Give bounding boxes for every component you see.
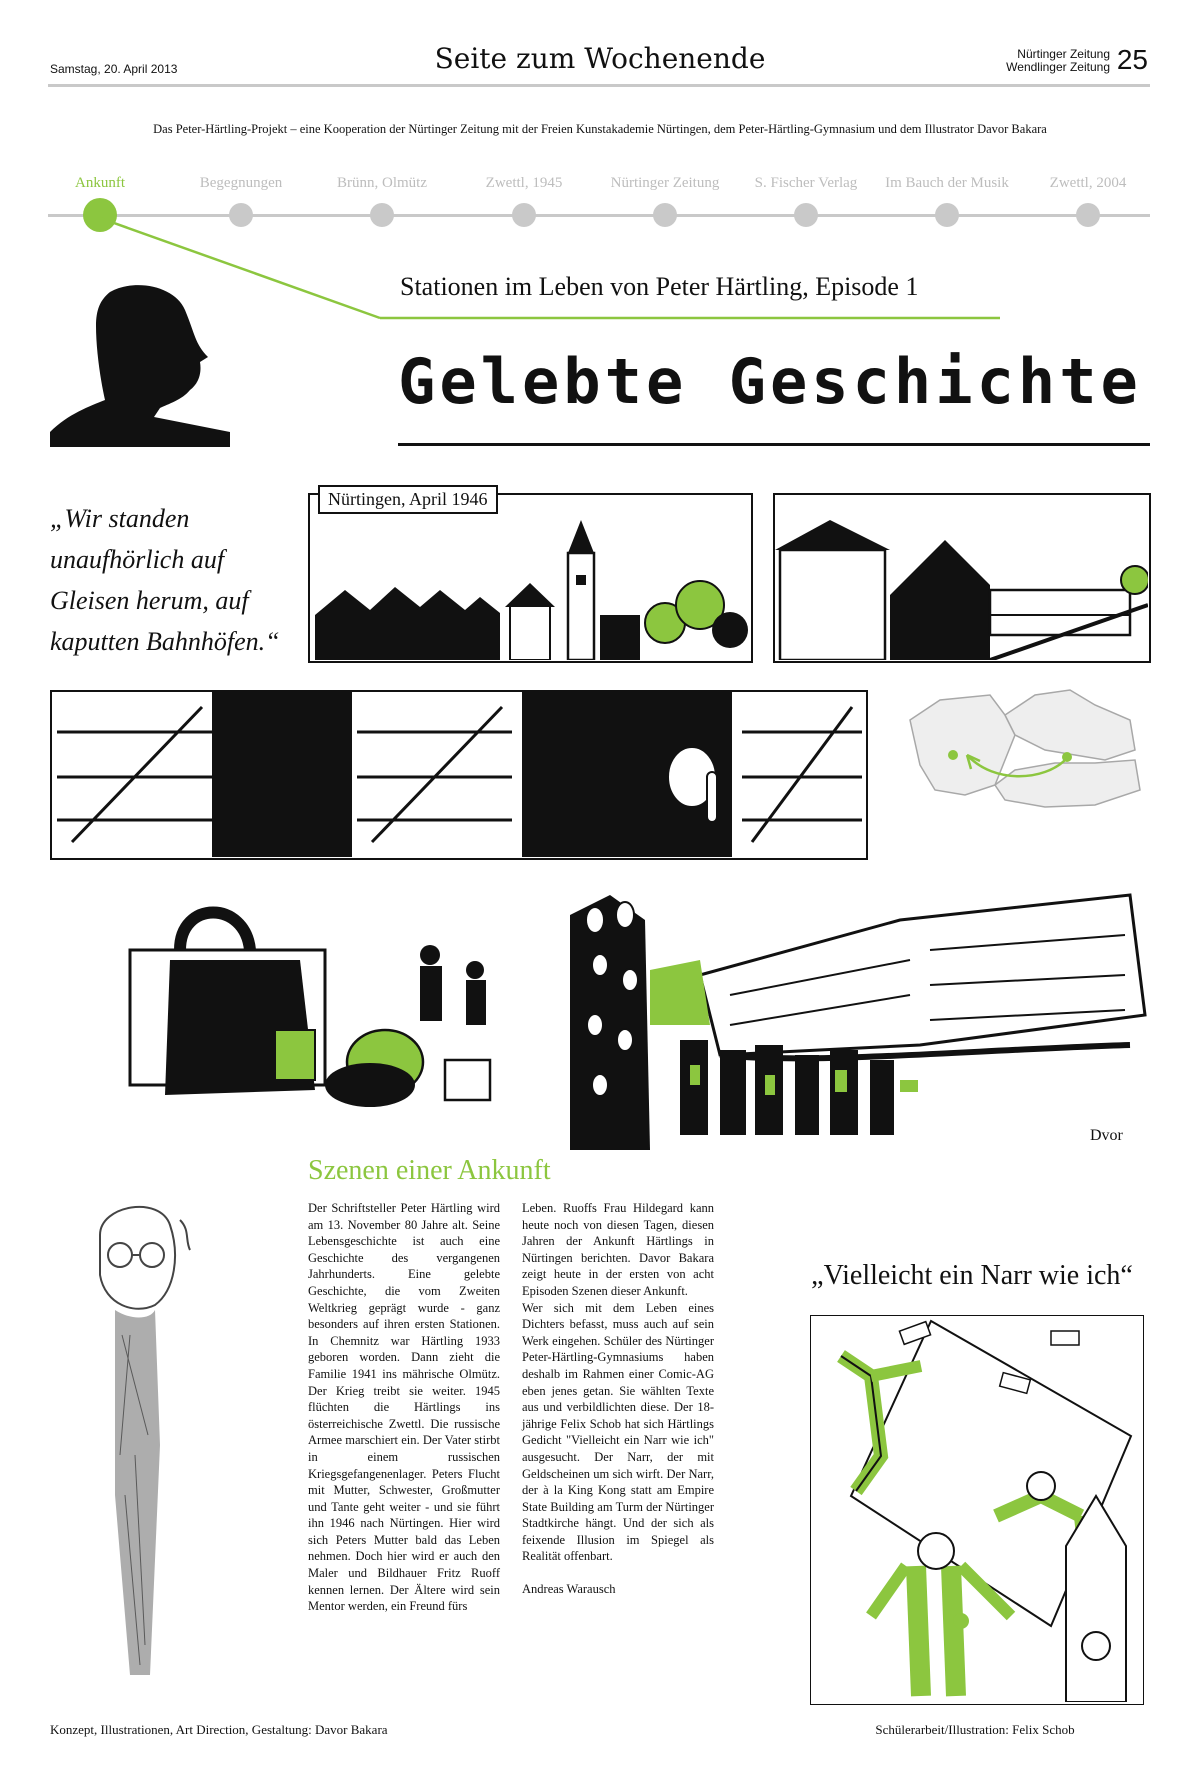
issue-date: Samstag, 20. April 2013: [50, 62, 178, 76]
page-number: 25: [1116, 44, 1148, 75]
timeline-station-label: Nürtinger Zeitung: [610, 175, 720, 191]
timeline-station-label: Begegnungen: [199, 175, 283, 191]
town-skyline-illustration: [310, 495, 750, 660]
headline: Gelebte Geschichte: [398, 345, 1142, 418]
article-paragraph: Leben. Ruoffs Frau Hildegard kann heute noch von diesen Tagen, diesen Jahren der Ankunft Härtlings in Nürtingen berichten. Davor Bakara zeigt heute in der ersten von acht Episoden Szenen dieser Ankunft.: [522, 1201, 714, 1298]
jester-illustration: [811, 1316, 1141, 1702]
newspaper-name-1: Nürtinger Zeitung: [1017, 47, 1110, 61]
article-author: Andreas Warausch: [522, 1582, 616, 1597]
article-paragraph: Der Schriftsteller Peter Härtling wird am 13. November 80 Jahre alt. Seine Lebensgeschichte ist auch eine Geschichte des vergangenen Jahrhunderts. Eine gelebte Geschichte, die vom Zweiten Weltkrieg geprägt wurde - ganz besonders auf ihren ersten Stationen. In Chemnitz war Härtling 1933 geboren worden. Dann zieht die Familie 1941 ins mährische Olmütz. Der Krieg treibt sie weiter. 1945 flüchten die Härtlings ins österreichische Zwettl. Die russische Armee marschiert ein. Der Vater stirbt in einem russischen Kriegsgefangenenlager. Peters Flucht mit Mutter, Schwester, Großmutter und Tante geht weiter - und sie führt ihn 1946 nach Nürtingen. Hier wird sich Peters Mutter bald das Leben nehmen. Doch hier wird er auch den Maler und Bildhauer Fritz Ruoff kennen lernen. Der Ältere wird sein Mentor werden, ein Freund fürs: [308, 1201, 500, 1614]
credit-concept: Konzept, Illustrationen, Art Direction, Gestaltung: Davor Bakara: [50, 1722, 388, 1737]
pull-quote: „Wir standen unaufhörlich auf Gleisen herum, auf kaputten Bahnhöfen.“: [50, 504, 280, 656]
article-paragraph: Wer sich mit dem Leben eines Dichters befasst, muss auch auf sein Werk eingehen. Schüler des Nürtinger Peter-Härtling-Gymnasiums haben deshalb im Rahmen einer Comic-AG eben jenes getan. Sie wählten Texte aus und verbildlichten diese. Der 18-jährige Felix Schob hat sich Härtlings Gedicht "Vielleicht ein Narr wie ich" ausgesucht. Der Narr, der mit Geldscheinen um sich wirft. Der Narr, der à la King Kong statt am Empire State Building am Turm der Nürtinger Stadtkirche hängt. Und der sich als feixende Illusion im Spiegel als Realität offenbart.: [522, 1300, 714, 1564]
credit-student: Schülerarbeit/Illustration: Felix Schob: [875, 1722, 1075, 1737]
poem-quote: „Vielleicht ein Narr wie ich“: [811, 1260, 1133, 1291]
luggage-illustration: [125, 890, 510, 1130]
headline-rule: [398, 443, 1150, 446]
comic-panel-town: [308, 493, 753, 663]
timeline-station-label: S. Fischer Verlag: [754, 175, 858, 191]
artist-signature: Dvor: [1090, 1127, 1123, 1144]
sketch-portrait: [60, 1195, 230, 1685]
timeline-station-label: Ankunft: [75, 175, 125, 191]
station-train-illustration: [775, 495, 1148, 660]
newspaper-name-2: Wendlinger Zeitung: [1006, 60, 1110, 74]
comic-panel-freight-car: [50, 690, 868, 860]
timeline-station-label: Zwettl, 1945: [485, 175, 563, 191]
timeline-station-label: Im Bauch der Musik: [885, 175, 1009, 191]
project-intro: Das Peter-Härtling-Projekt – eine Kooperation der Nürtinger Zeitung mit der Freien Kunstakademie Nürtingen, dem Peter-Härtling-Gymnasium und dem Illustrator Davor Bakara: [153, 122, 1047, 136]
episode-title: Stationen im Leben von Peter Härtling, Episode 1: [400, 272, 919, 301]
route-map: [895, 675, 1150, 825]
timeline-station-label: Brünn, Olmütz: [337, 175, 427, 191]
timeline-station-label: Zwettl, 2004: [1049, 175, 1127, 191]
article-title: Szenen einer Ankunft: [308, 1155, 551, 1186]
article-column-2: [522, 1200, 714, 1598]
article-column-1: [308, 1200, 500, 1615]
freight-car-illustration: [52, 692, 865, 857]
arrival-crowd-illustration: [570, 875, 1150, 1150]
student-illustration-panel: [810, 1315, 1144, 1705]
section-title: Seite zum Wochenende: [434, 42, 766, 75]
comic-caption: Nürtingen, April 1946: [318, 485, 498, 514]
portrait-silhouette: [50, 282, 230, 447]
comic-panel-station: [773, 493, 1151, 663]
